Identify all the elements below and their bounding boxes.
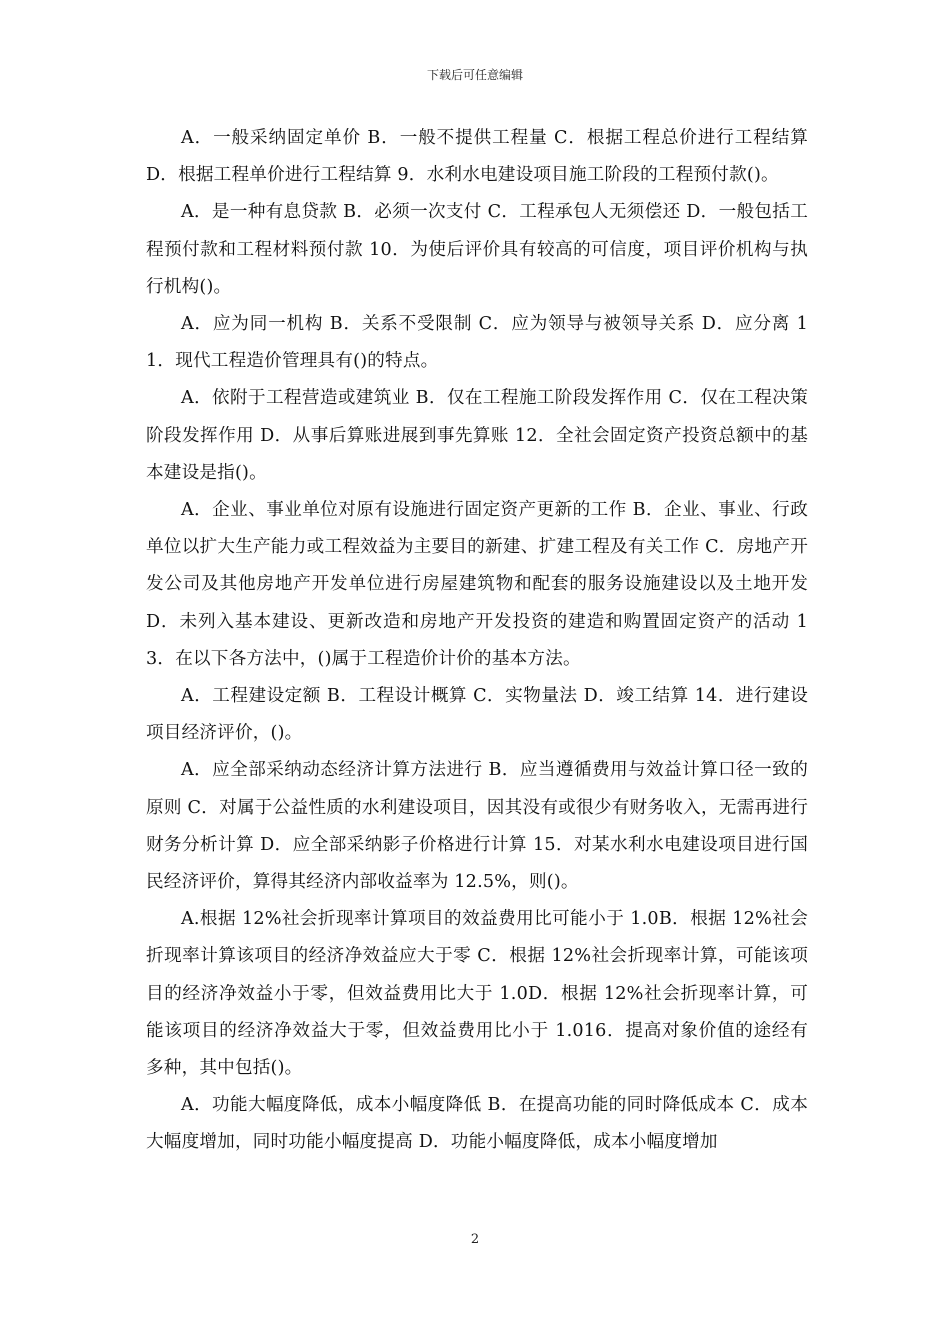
- paragraph-q12-options: A．企业、事业单位对原有设施进行固定资产更新的工作 B．企业、事业、行政单位以扩大生产能力或工程效益为主要目的新建、扩建工程及有关工作 C．房地产开发公司及其他房地产开发单位进行房屋建筑物和配套的服务设施建设以及土地开发 D．未列入基本建设、更新改造和房地产开发投资的建造和购置固定资产的活动 13．在以下各方法中，()属于工程造价计价的基本方法。: [146, 500, 808, 669]
- page-header: 下载后可任意编辑: [426, 68, 523, 82]
- paragraph-q13-options: A．工程建设定额 B．工程设计概算 C．实物量法 D．竣工结算 14．进行建设项目经济评价，()。: [146, 686, 808, 744]
- paragraph-q15-options: A.根据 12%社会折现率计算项目的效益费用比可能小于 1.0B．根据 12%社会折现率计算该项目的经济净效益应大于零 C．根据 12%社会折现率计算，可能该项目的经济净效益小于零，但效益费用比大于 1.0D．根据 12%社会折现率计算，可能该项目的经济净效益大于零，但效益费用比小于 1.016．提高对象价值的途经有多种，其中包括()。: [146, 909, 808, 1079]
- paragraph-q10-options: A．应为同一机构 B．关系不受限制 C．应为领导与被领导关系 D．应分离 11．现代工程造价管理具有()的特点。: [146, 314, 808, 372]
- paragraph-q16-options: A．功能大幅度降低，成本小幅度降低 B．在提高功能的同时降低成本 C．成本大幅度增加，同时功能小幅度提高 D．功能小幅度降低，成本小幅度增加: [146, 1095, 808, 1153]
- document-body: [146, 120, 808, 1162]
- paragraph-q14-options: A．应全部采纳动态经济计算方法进行 B．应当遵循费用与效益计算口径一致的原则 C．对属于公益性质的水利建设项目，因其没有或很少有财务收入，无需再进行财务分析计算 D．应全部采纳影子价格进行计算 15．对某水利水电建设项目进行国民经济评价，算得其经济内部收益率为 12.5%，则()。: [146, 760, 808, 893]
- paragraph-q8-options: A．一般采纳固定单价 B．一般不提供工程量 C．根据工程总价进行工程结算 D．根据工程单价进行工程结算 9．水利水电建设项目施工阶段的工程预付款()。: [146, 128, 808, 186]
- paragraph-q9-options: A．是一种有息贷款 B．必须一次支付 C．工程承包人无须偿还 D．一般包括工程预付款和工程材料预付款 10．为使后评价具有较高的可信度，项目评价机构与执行机构()。: [146, 202, 808, 297]
- page-number: 2: [470, 1232, 480, 1247]
- paragraph-q11-options: A．依附于工程营造或建筑业 B．仅在工程施工阶段发挥作用 C．仅在工程决策阶段发挥作用 D．从事后算账进展到事先算账 12．全社会固定资产投资总额中的基本建设是指()。: [146, 388, 808, 483]
